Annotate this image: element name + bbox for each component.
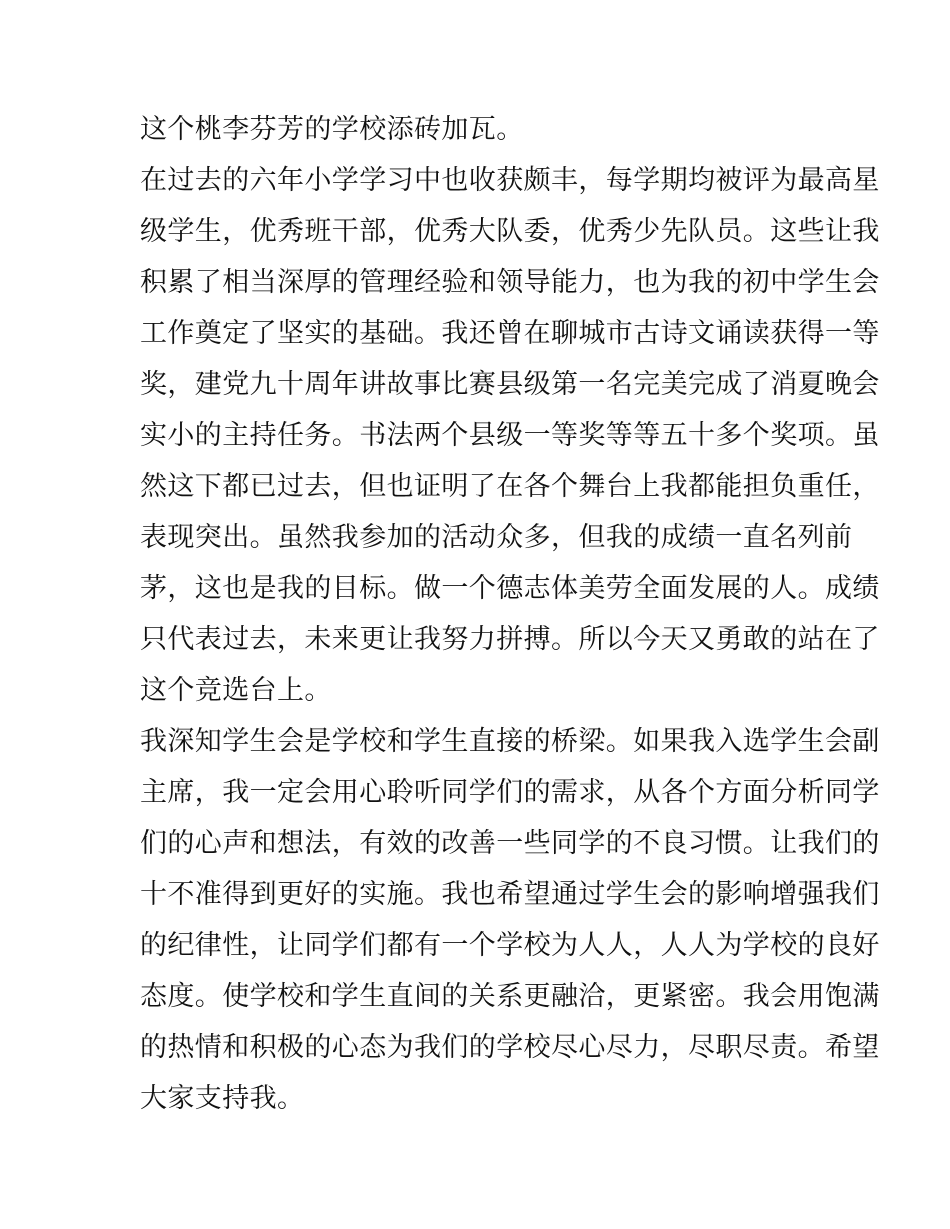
text-line: 积累了相当深厚的管理经验和领导能力，也为我的初中学生会 xyxy=(140,267,880,298)
text-line: 大家支持我。 xyxy=(140,1083,305,1114)
text-line: 主席，我一定会用心聆听同学们的需求，从各个方面分析同学 xyxy=(140,777,880,808)
text-line: 实小的主持任务。书法两个县级一等奖等等五十多个奖项。虽 xyxy=(140,420,880,451)
text-line: 我深知学生会是学校和学生直接的桥梁。如果我入选学生会副 xyxy=(140,726,880,757)
text-line: 工作奠定了坚实的基础。我还曾在聊城市古诗文诵读获得一等 xyxy=(140,318,880,349)
document-body xyxy=(140,104,880,1124)
text-line: 这个桃李芬芳的学校添砖加瓦。 xyxy=(140,114,524,145)
text-line: 茅，这也是我的目标。做一个德志体美劳全面发展的人。成绩 xyxy=(140,573,880,604)
text-line: 在过去的六年小学学习中也收获颇丰，每学期均被评为最高星 xyxy=(140,165,880,196)
text-line: 态度。使学校和学生直间的关系更融洽，更紧密。我会用饱满 xyxy=(140,981,880,1012)
text-line: 的热情和积极的心态为我们的学校尽心尽力，尽职尽责。希望 xyxy=(140,1032,880,1063)
text-line: 十不准得到更好的实施。我也希望通过学生会的影响增强我们 xyxy=(140,879,880,910)
text-line: 这个竞选台上。 xyxy=(140,675,332,706)
text-line: 表现突出。虽然我参加的活动众多，但我的成绩一直名列前 xyxy=(140,522,853,553)
text-line: 们的心声和想法，有效的改善一些同学的不良习惯。让我们的 xyxy=(140,828,880,859)
text-line: 只代表过去，未来更让我努力拼搏。所以今天又勇敢的站在了 xyxy=(140,624,880,655)
text-line: 的纪律性，让同学们都有一个学校为人人，人人为学校的良好 xyxy=(140,930,880,961)
text-line: 然这下都已过去，但也证明了在各个舞台上我都能担负重任， xyxy=(140,471,880,502)
text-line: 奖，建党九十周年讲故事比赛县级第一名完美完成了消夏晚会 xyxy=(140,369,880,400)
text-line: 级学生，优秀班干部，优秀大队委，优秀少先队员。这些让我 xyxy=(140,216,880,247)
